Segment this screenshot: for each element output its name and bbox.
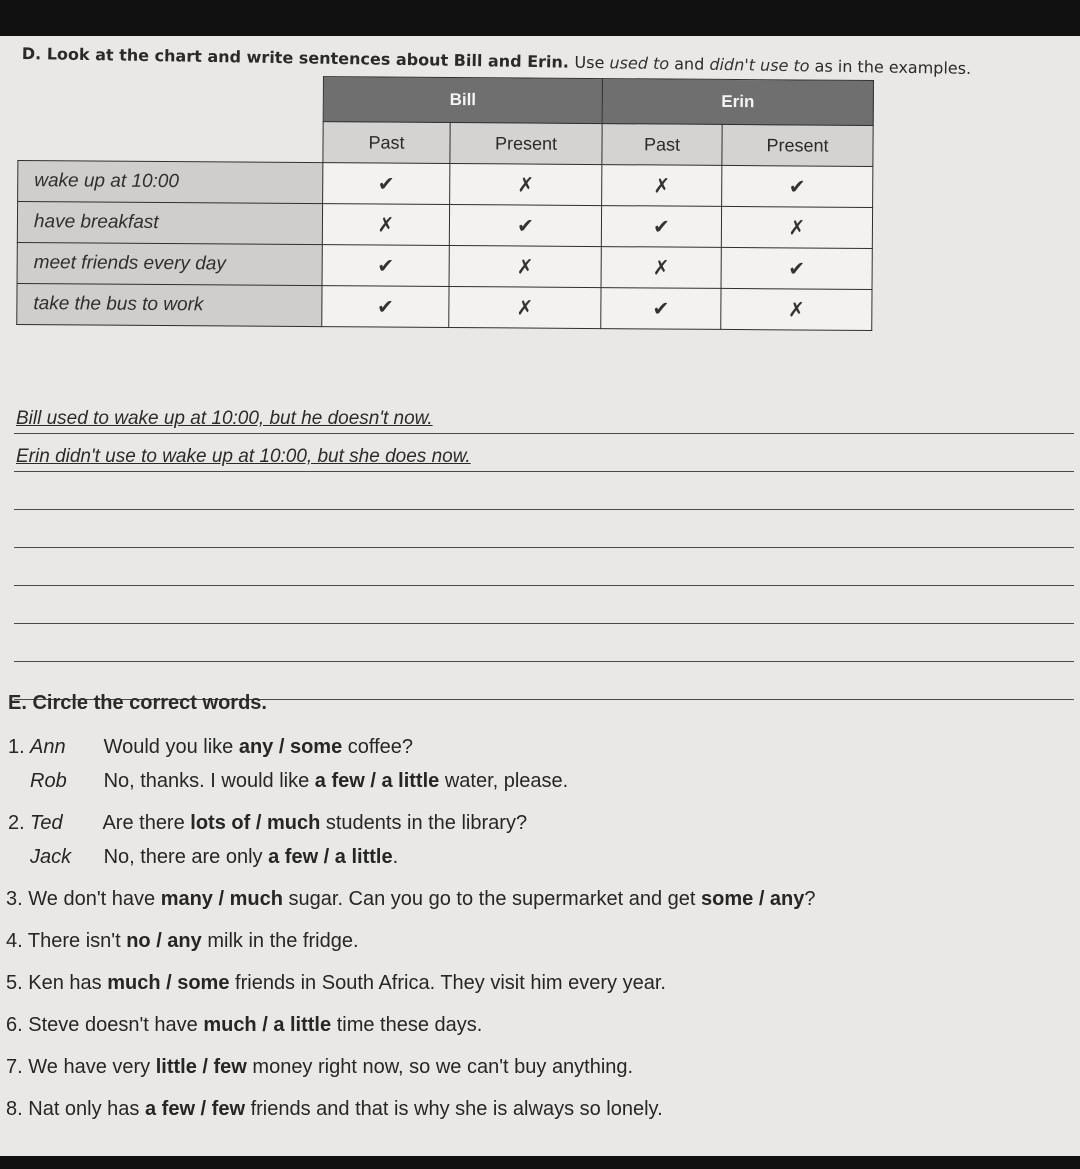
table-row (18, 161, 873, 208)
subheader-bill-past: Past (323, 122, 450, 164)
row-label: take the bus to work (17, 283, 322, 326)
answer-lines (14, 396, 1074, 700)
table-corner (18, 75, 323, 122)
table-corner (18, 120, 323, 163)
check-mark: ✗ (602, 165, 722, 207)
question-3: 3. We don't have many / much sugar. Can you go to the supermarket and get some / any? (6, 888, 816, 910)
check-mark: ✗ (449, 246, 601, 288)
instruction-text: Use (574, 52, 605, 73)
answer-line[interactable] (14, 624, 1074, 662)
check-mark: ✔ (449, 205, 601, 247)
table-row (17, 242, 872, 289)
choice[interactable]: lots of / much (190, 812, 321, 834)
row-label: have breakfast (17, 202, 322, 245)
check-mark: ✗ (322, 204, 449, 246)
question-6: 6. Steve doesn't have much / a little time these days. (6, 1014, 483, 1036)
example-line (14, 434, 1074, 472)
section-e-title: E. Circle the correct words. (8, 692, 267, 714)
workbook-page (0, 36, 1080, 1156)
header-bill: Bill (323, 77, 602, 124)
example-sentence: Erin didn't use to wake up at 10:00, but she does now. (16, 446, 471, 467)
habits-chart (16, 74, 878, 398)
question-1a: 1. Ann Would you like any / some coffee? (8, 736, 414, 758)
instruction-didnt-use-to: didn't use to (709, 54, 810, 76)
choice[interactable]: a few / few (144, 1098, 246, 1120)
question-8: 8. Nat only has a few / few friends and that is why she is always so lonely. (6, 1098, 663, 1120)
answer-line[interactable] (14, 548, 1074, 586)
choice[interactable]: no / any (126, 930, 202, 952)
check-mark: ✗ (721, 288, 872, 330)
check-mark: ✔ (722, 165, 873, 207)
choice[interactable]: a few / a little (314, 770, 440, 792)
question-2b: Jack No, there are only a few / a little. (30, 846, 399, 868)
row-label: wake up at 10:00 (18, 161, 323, 204)
example-sentence: Bill used to wake up at 10:00, but he doesn't now. (16, 408, 433, 429)
example-line (14, 396, 1074, 434)
question-2a: 2. Ted Are there lots of / much students in the library? (8, 812, 528, 834)
answer-line[interactable] (14, 472, 1074, 510)
check-mark: ✔ (322, 286, 449, 328)
check-mark: ✗ (449, 287, 601, 329)
check-mark: ✔ (601, 206, 721, 248)
question-4: 4. There isn't no / any milk in the fridge. (6, 930, 359, 952)
check-mark: ✗ (721, 206, 872, 248)
check-mark: ✔ (323, 163, 450, 205)
check-mark: ✔ (721, 247, 872, 289)
choice[interactable]: much / some (107, 972, 230, 994)
question-7: 7. We have very little / few money right now, so we can't buy anything. (6, 1056, 634, 1078)
question-5: 5. Ken has much / some friends in South Africa. They visit him every year. (6, 972, 666, 994)
answer-line[interactable] (14, 510, 1074, 548)
subheader-erin-present: Present (722, 124, 873, 166)
check-mark: ✗ (601, 247, 721, 289)
question-1b: Rob No, thanks. I would like a few / a little water, please. (30, 770, 569, 792)
choice[interactable]: any / some (238, 736, 343, 758)
habits-table (16, 74, 874, 331)
choice[interactable]: many / much (160, 888, 283, 910)
answer-line[interactable] (14, 586, 1074, 624)
section-d-heading: D. Look at the chart and write sentences about Bill and Erin. (21, 44, 570, 72)
instruction-text: as in the examples. (814, 56, 972, 78)
choice[interactable]: some / any (701, 888, 805, 910)
subheader-bill-present: Present (450, 123, 602, 165)
table-row (17, 202, 872, 249)
instruction-used-to: used to (609, 53, 670, 74)
choice[interactable]: much / a little (203, 1014, 332, 1036)
table-row (17, 283, 872, 330)
instruction-text: and (674, 54, 705, 74)
header-erin: Erin (602, 79, 873, 126)
check-mark: ✔ (322, 245, 449, 287)
choice[interactable]: a few / a little (268, 846, 393, 868)
subheader-erin-past: Past (602, 124, 722, 166)
choice[interactable]: little / few (155, 1056, 247, 1078)
check-mark: ✔ (601, 288, 721, 330)
check-mark: ✗ (450, 164, 602, 206)
row-label: meet friends every day (17, 242, 322, 285)
